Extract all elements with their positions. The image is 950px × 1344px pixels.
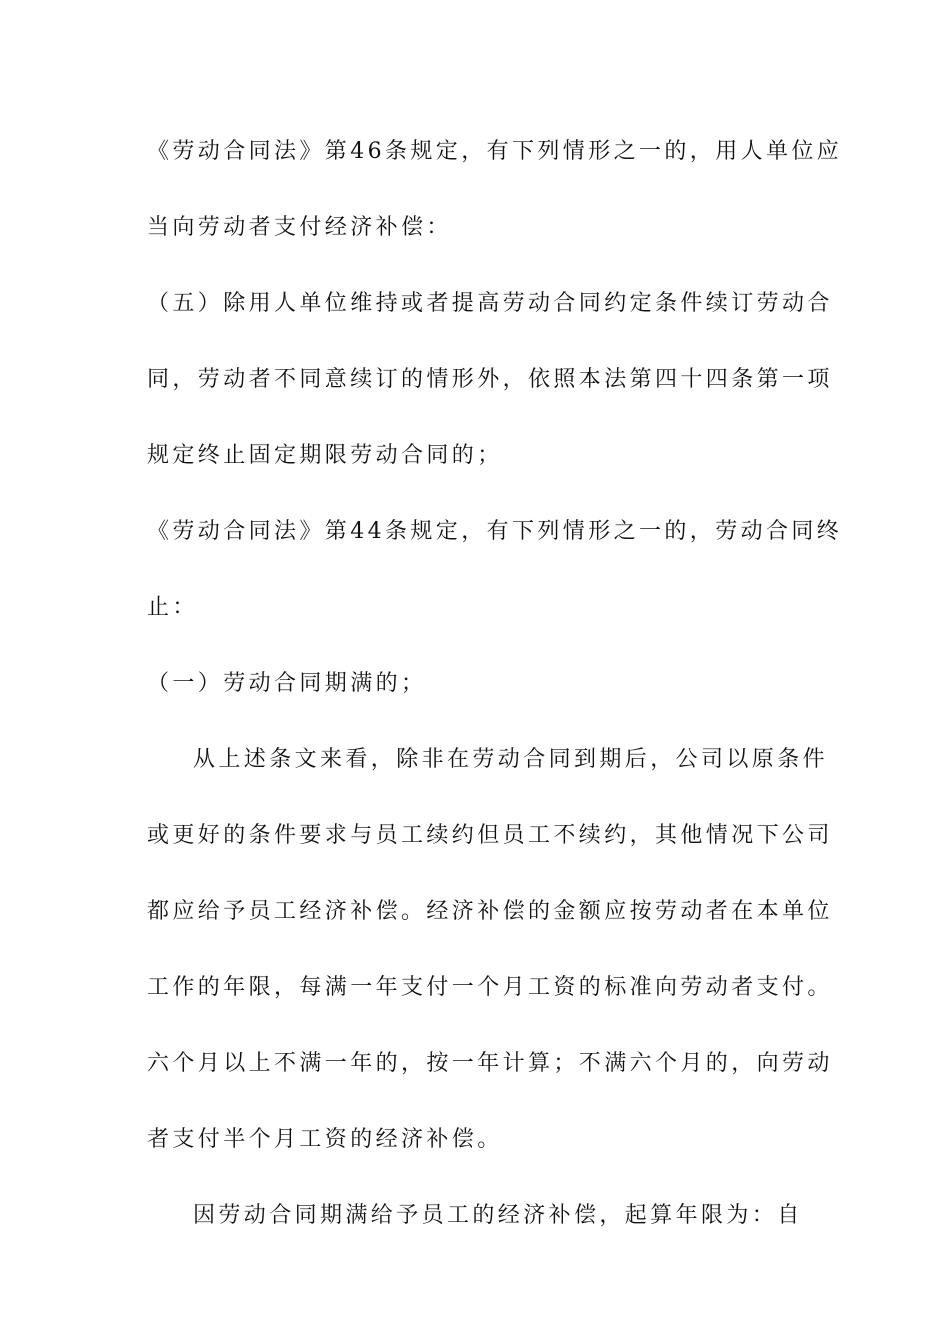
- text-line-10: 或更好的条件要求与员工续约但员工不续约，其他情况下公司: [147, 823, 833, 848]
- text-line-5: 规定终止固定期限劳动合同的；: [147, 443, 503, 468]
- text-line-12: 工作的年限，每满一年支付一个月工资的标准向劳动者支付。: [147, 975, 833, 1000]
- text-line-8: （一）劳动合同期满的；: [147, 671, 427, 696]
- text-line-14: 者支付半个月工资的经济补偿。: [147, 1127, 503, 1152]
- text-line-4: 同，劳动者不同意续订的情形外，依照本法第四十四条第一项: [147, 367, 833, 392]
- document-body: [147, 132, 843, 1272]
- text-line-7: 止：: [147, 595, 198, 620]
- text-line-13: 六个月以上不满一年的，按一年计算；不满六个月的，向劳动: [147, 1051, 833, 1076]
- text-line-6: 《劳动合同法》第44条规定，有下列情形之一的，劳动合同终: [147, 519, 843, 544]
- text-line-11: 都应给予员工经济补偿。经济补偿的金额应按劳动者在本单位: [147, 899, 833, 924]
- text-line-2: 当向劳动者支付经济补偿：: [147, 215, 452, 240]
- text-line-1: 《劳动合同法》第46条规定，有下列情形之一的，用人单位应: [147, 139, 843, 164]
- text-line-9: 从上述条文来看，除非在劳动合同到期后，公司以原条件: [193, 747, 829, 772]
- text-line-3: （五）除用人单位维持或者提高劳动合同约定条件续订劳动合: [147, 291, 833, 316]
- text-line-15: 因劳动合同期满给予员工的经济补偿，起算年限为：自: [193, 1203, 803, 1228]
